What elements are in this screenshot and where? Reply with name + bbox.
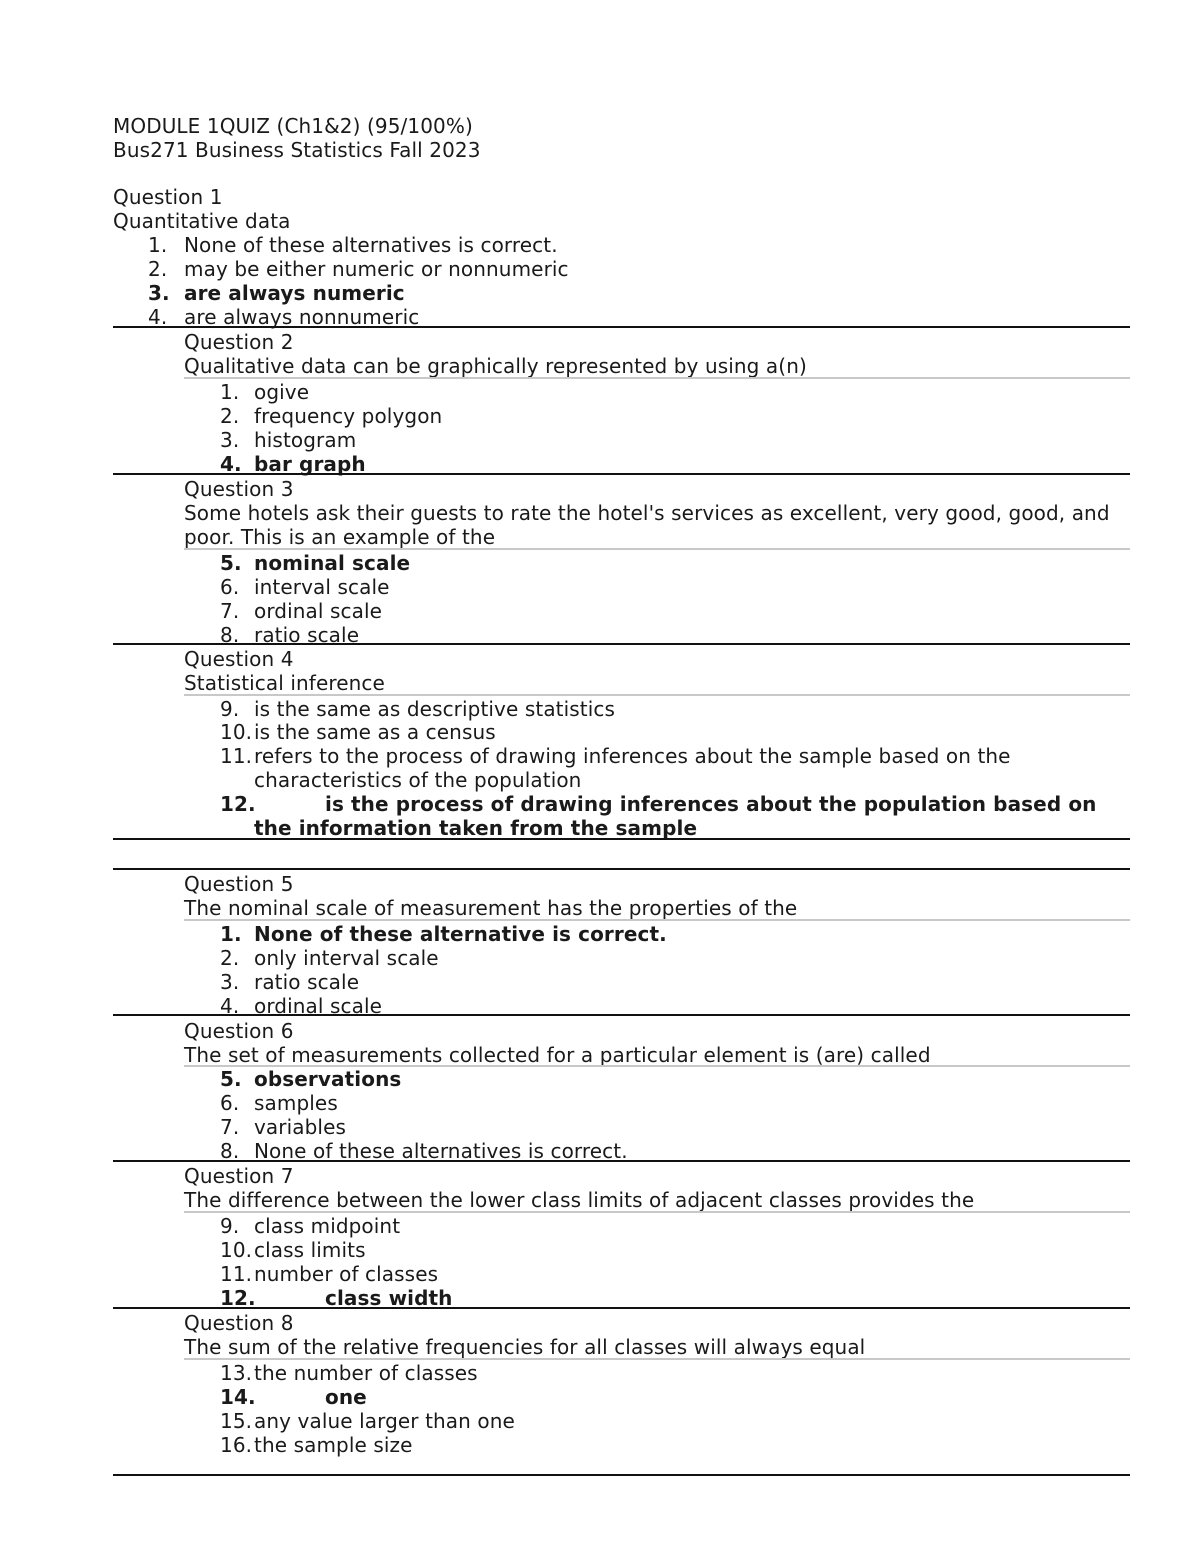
question-divider — [113, 473, 1130, 475]
question-text: The nominal scale of measurement has the properties of the — [184, 896, 798, 920]
answer-option-number: 15. — [220, 1409, 253, 1433]
answer-option-number: 1. — [148, 233, 168, 257]
correct-answer-option: None of these alternative is correct. — [254, 922, 667, 946]
question-divider — [113, 326, 1130, 328]
question-underline — [184, 548, 1130, 550]
answer-option: samples — [254, 1091, 338, 1115]
answer-option-number: 2. — [148, 257, 168, 281]
answer-option: is the same as a census — [254, 720, 496, 744]
answer-option-number: 11. — [220, 744, 253, 768]
question-divider — [113, 1474, 1130, 1476]
answer-option: variables — [254, 1115, 347, 1139]
answer-option-number: 4. — [220, 452, 242, 476]
answer-option-number: 2. — [220, 404, 240, 428]
answer-option: ratio scale — [254, 970, 360, 994]
question-text: The set of measurements collected for a particular element is (are) called — [184, 1043, 931, 1067]
correct-answer-option: are always numeric — [184, 281, 405, 305]
question-label: Question 7 — [184, 1164, 294, 1188]
answer-option-number: 3. — [220, 970, 240, 994]
correct-answer-option-continued: the information taken from the sample — [254, 816, 698, 840]
question-divider — [113, 1307, 1130, 1309]
answer-option-number: 9. — [220, 697, 240, 721]
question-text: The sum of the relative frequencies for all classes will always equal — [184, 1335, 866, 1359]
question-underline — [184, 1211, 1130, 1213]
answer-option: histogram — [254, 428, 357, 452]
answer-option: is the same as descriptive statistics — [254, 697, 616, 721]
answer-option: ogive — [254, 380, 310, 404]
question-label: Question 5 — [184, 872, 294, 896]
answer-option-number: 8. — [220, 1139, 240, 1163]
question-divider — [113, 868, 1130, 870]
correct-answer-option: class width — [325, 1286, 453, 1310]
answer-option-number: 4. — [220, 994, 240, 1018]
answer-option-number: 14. — [220, 1385, 256, 1409]
answer-option-number: 10. — [220, 720, 253, 744]
answer-option: the sample size — [254, 1433, 413, 1457]
question-underline — [184, 694, 1130, 696]
question-label: Question 6 — [184, 1019, 294, 1043]
answer-option: None of these alternatives is correct. — [184, 233, 558, 257]
answer-option-continued: characteristics of the population — [254, 768, 582, 792]
question-label: Question 8 — [184, 1311, 294, 1335]
correct-answer-option: is the process of drawing inferences about the population based on — [325, 792, 1097, 816]
question-text-continued: poor. This is an example of the — [184, 525, 496, 549]
question-divider — [113, 1014, 1130, 1016]
question-divider — [113, 838, 1130, 840]
question-label: Question 3 — [184, 477, 294, 501]
question-label: Question 2 — [184, 330, 294, 354]
correct-answer-option: observations — [254, 1067, 402, 1091]
answer-option: ordinal scale — [254, 994, 383, 1018]
answer-option-number: 7. — [220, 1115, 240, 1139]
answer-option-number: 7. — [220, 599, 240, 623]
question-text: Statistical inference — [184, 671, 385, 695]
answer-option-number: 5. — [220, 551, 242, 575]
answer-option-number: 6. — [220, 575, 240, 599]
question-divider — [113, 643, 1130, 645]
answer-option-number: 11. — [220, 1262, 253, 1286]
correct-answer-option: bar graph — [254, 452, 366, 476]
answer-option-number: 6. — [220, 1091, 240, 1115]
question-label: Question 4 — [184, 647, 294, 671]
answer-option-number: 3. — [148, 281, 170, 305]
answer-option-number: 1. — [220, 380, 240, 404]
page-title: MODULE 1QUIZ (Ch1&2) (95/100%) — [113, 114, 473, 138]
answer-option: class limits — [254, 1238, 366, 1262]
answer-option-number: 9. — [220, 1214, 240, 1238]
question-underline — [184, 377, 1130, 379]
answer-option: may be either numeric or nonnumeric — [184, 257, 569, 281]
answer-option-number: 5. — [220, 1067, 242, 1091]
answer-option: ordinal scale — [254, 599, 383, 623]
question-text: Quantitative data — [113, 209, 291, 233]
question-underline — [184, 919, 1130, 921]
answer-option-number: 8. — [220, 623, 240, 647]
correct-answer-option: one — [325, 1385, 367, 1409]
answer-option-number: 3. — [220, 428, 240, 452]
answer-option: only interval scale — [254, 946, 439, 970]
answer-option-number: 1. — [220, 922, 242, 946]
answer-option-number: 4. — [148, 305, 168, 329]
answer-option: any value larger than one — [254, 1409, 515, 1433]
answer-option-number: 10. — [220, 1238, 253, 1262]
question-text: The difference between the lower class limits of adjacent classes provides the — [184, 1188, 975, 1212]
answer-option: frequency polygon — [254, 404, 443, 428]
course-title: Bus271 Business Statistics Fall 2023 — [113, 138, 481, 162]
answer-option-number: 12. — [220, 1286, 256, 1310]
answer-option: class midpoint — [254, 1214, 401, 1238]
answer-option: number of classes — [254, 1262, 439, 1286]
answer-option: refers to the process of drawing inferences about the sample based on the — [254, 744, 1011, 768]
correct-answer-option: nominal scale — [254, 551, 411, 575]
answer-option: ratio scale — [254, 623, 360, 647]
question-label: Question 1 — [113, 185, 223, 209]
question-text: Some hotels ask their guests to rate the hotel's services as excellent, very good, good, and — [184, 501, 1110, 525]
question-divider — [113, 1160, 1130, 1162]
answer-option: the number of classes — [254, 1361, 478, 1385]
question-underline — [184, 1358, 1130, 1360]
answer-option: are always nonnumeric — [184, 305, 420, 329]
question-text: Qualitative data can be graphically represented by using a(n) — [184, 354, 807, 378]
answer-option-number: 16. — [220, 1433, 253, 1457]
answer-option-number: 12. — [220, 792, 256, 816]
answer-option-number: 2. — [220, 946, 240, 970]
answer-option: None of these alternatives is correct. — [254, 1139, 628, 1163]
answer-option: interval scale — [254, 575, 390, 599]
answer-option-number: 13. — [220, 1361, 253, 1385]
